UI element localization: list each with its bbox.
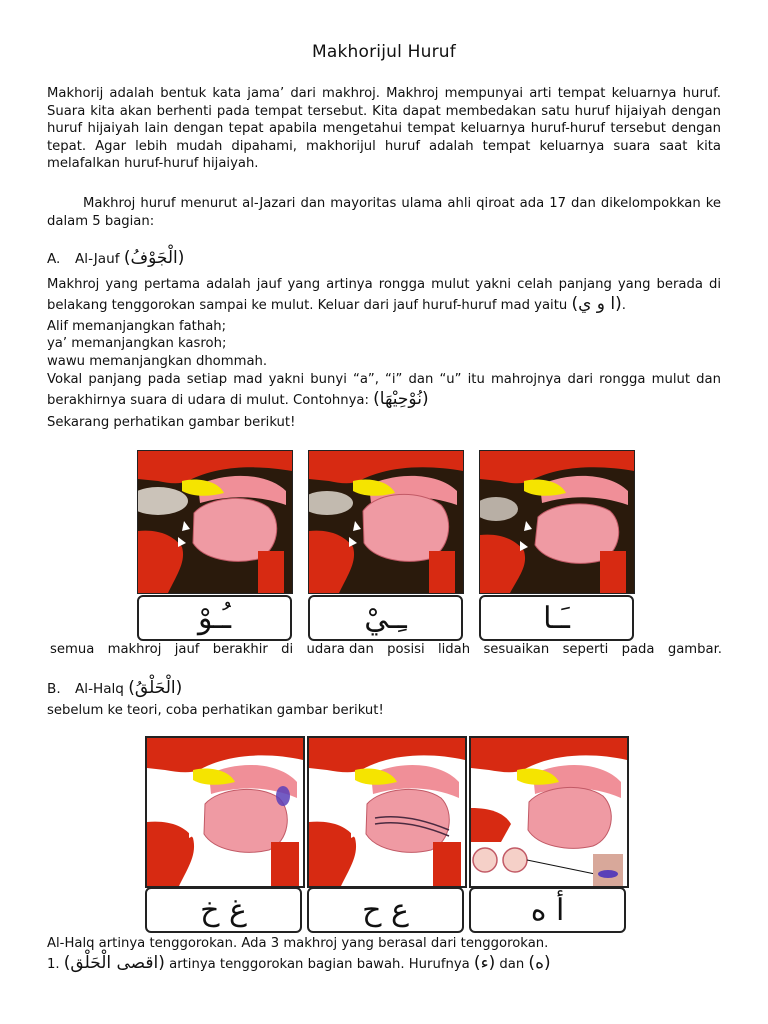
caption-word: udara dan [306, 642, 374, 657]
section-a-name: Al-Jauf [75, 251, 120, 267]
section-b-name: Al-Halq [75, 681, 124, 697]
mouth-diagram-image [480, 451, 634, 593]
caption-word: lidah [437, 642, 471, 657]
section-b-line-1: sebelum ke teori, coba perhatikan gambar berikut! [47, 703, 384, 718]
jauf-label-ya: ـِـيْ [308, 595, 463, 641]
caption-word: posisi [387, 642, 425, 657]
ha-letter: (ه) [528, 953, 551, 973]
halq-label-2: ع ح [307, 887, 464, 933]
section-a-arabic: (الْجَوْفُ) [123, 248, 185, 268]
halq-diagram-2 [307, 736, 467, 888]
section-b-arabic: (الْحَلْقُ) [128, 678, 183, 698]
caption-word: semua [50, 642, 95, 657]
intro-paragraph-2: Makhroj huruf menurut al-Jazari dan mayoritas ulama ahli qiroat ada 17 dan dikelompokkan ke dalam 5 bagian: [47, 196, 721, 229]
caption-word: gambar. [667, 642, 722, 657]
caption-word: di [281, 642, 294, 657]
caption-word: berakhir [212, 642, 268, 657]
section-b-label: B. [47, 681, 61, 697]
mouth-diagram-image [147, 738, 303, 886]
contoh-arabic: (نُوْحِيْهَا) [373, 389, 429, 409]
caption-word: makhroj [107, 642, 162, 657]
ya-line: ya’ memanjangkan kasroh; [47, 336, 227, 351]
mouth-diagram-image [309, 451, 463, 593]
caption-word: jauf [174, 642, 200, 657]
mouth-diagram-image [138, 451, 292, 593]
jauf-label-alif: ـَـا [479, 595, 634, 641]
section-a-label: A. [47, 251, 61, 267]
section-b-heading [47, 680, 721, 699]
jauf-diagram-wau [137, 450, 293, 594]
caption-word: seperti [562, 642, 609, 657]
hamzah-letter: (ء) [473, 953, 496, 973]
jauf-diagram-ya [308, 450, 464, 594]
vokal-line: Vokal panjang pada setiap mad yakni bunyi “a”, “i” dan “u” itu mahrojnya dari rongga mulut dan [47, 372, 721, 387]
and-word: dan [499, 957, 525, 972]
wawu-line: wawu memanjangkan dhommah. [47, 354, 268, 369]
mad-letters-arabic: (ا و ي) [571, 294, 622, 314]
alif-line: Alif memanjangkan fathah; [47, 319, 227, 334]
contoh-text: berakhirnya suara di udara di mulut. Contohnya: [47, 393, 369, 408]
contoh-line [47, 391, 721, 410]
item-number: 1. [47, 957, 60, 972]
halq-diagram-1 [145, 736, 305, 888]
mouth-diagram-image [471, 738, 627, 886]
item-1-text: artinya tenggorokan bagian bawah. Hurufnya [169, 957, 470, 972]
caption-word: pada [621, 642, 655, 657]
jauf-label-wau: ـُـوْ [137, 595, 292, 641]
intro-paragraph: Makhorij adalah bentuk kata jama’ dari makhroj. Makhroj mempunyai arti tempat keluarnya huruf. Suara kita akan berhenti pada tempat tersebut. Kita dapat membedakan satu huruf hijaiyah dengan huruf hijaiyah lain dengan tepat apabila mengetahui tempat keluarnya huruf-huruf tersebut dengan tepat. Agar lebih mudah dipahami, makhorijul huruf adalah tempat keluarnya suara saat kita melafalkan huruf-huruf hijaiyah. [47, 86, 721, 172]
halq-diagram-3 [469, 736, 629, 888]
section-a-line-1: Makhroj yang pertama adalah jauf yang artinya rongga mulut yakni celah panjang yang berada di [47, 277, 721, 292]
caption-word: sesuaikan [483, 642, 550, 657]
halq-item-1 [47, 955, 721, 974]
aqsa-halq-arabic: (اقصى الْحَلْق) [63, 953, 165, 973]
halq-label-3: أ ه [469, 887, 626, 933]
section-a-line-2-text: belakang tenggorokan sampai ke mulut. Keluar dari jauf huruf-huruf mad yaitu [47, 298, 568, 313]
mouth-diagram-image [309, 738, 465, 886]
jauf-diagram-alif [479, 450, 635, 594]
jauf-caption [50, 641, 722, 659]
section-a-line-2-end: . [621, 298, 626, 313]
section-a-heading [47, 250, 721, 269]
perhatikan-line: Sekarang perhatikan gambar berikut! [47, 415, 296, 430]
halq-label-1: غ خ [145, 887, 302, 933]
halq-definition: Al-Halq artinya tenggorokan. Ada 3 makhroj yang berasal dari tenggorokan. [47, 936, 549, 951]
page-title: Makhorijul Huruf [312, 42, 456, 62]
section-a-line-2 [47, 296, 721, 315]
